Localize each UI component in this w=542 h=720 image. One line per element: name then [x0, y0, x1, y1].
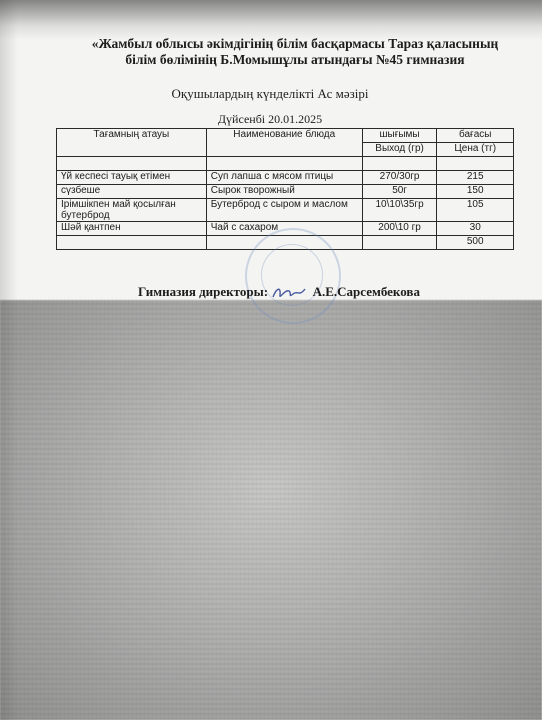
cell-yield: 200\10 гр [362, 222, 437, 236]
table-spacer-row [57, 157, 514, 171]
cell-price: 105 [437, 199, 514, 222]
header-yield-kz: шығымы [362, 129, 437, 143]
cell-yield: 50г [362, 185, 437, 199]
header-price-ru: Цена (тг) [437, 143, 514, 157]
table-row [57, 171, 514, 185]
header-yield-ru: Выход (гр) [362, 143, 437, 157]
director-line [138, 284, 468, 301]
cell-ru: Сырок творожный [206, 185, 362, 199]
table-header-row [57, 129, 514, 143]
director-name: А.Е.Сарсембекова [312, 284, 420, 299]
header-line-1: «Жамбыл облысы әкімдігінің білім басқармасы Тараз қаласының [91, 36, 499, 51]
cell-yield: 10\10\35гр [362, 199, 437, 222]
signature-icon [271, 285, 307, 301]
cell-price: 150 [437, 185, 514, 199]
menu-date: Дүйсенбі 20.01.2025 [217, 112, 323, 126]
cell-kz: Шәй қантпен [57, 222, 207, 236]
cell-ru: Бутерброд с сыром и маслом [206, 199, 362, 222]
cell-price: 30 [437, 222, 514, 236]
table-row [57, 185, 514, 199]
cell-ru: Чай с сахаром [206, 222, 362, 236]
cell-kz: Үй кеспесі тауық етімен [57, 171, 207, 185]
table-row [57, 199, 514, 222]
cell-ru: Суп лапша с мясом птицы [206, 171, 362, 185]
director-label: Гимназия директоры: [138, 284, 269, 299]
cell-price: 215 [437, 171, 514, 185]
cell-kz: Ірімшікпен май қосылған бутерброд [57, 199, 207, 222]
cell-kz: сүзбеше [57, 185, 207, 199]
official-stamp [245, 228, 341, 324]
cell-total: 500 [437, 236, 514, 250]
menu-subtitle: Оқушылардың күнделікті Ас мәзірі [171, 86, 369, 101]
header-price-kz: бағасы [437, 129, 514, 143]
photocopy-noise [0, 300, 542, 720]
header-ru-name: Наименование блюда [206, 129, 362, 157]
header-kz-name: Тағамның атауы [57, 129, 207, 157]
header-line-2: білім бөлімінің Б.Момышұлы атындағы №45 гимназия [125, 52, 465, 67]
cell-yield: 270/30гр [362, 171, 437, 185]
